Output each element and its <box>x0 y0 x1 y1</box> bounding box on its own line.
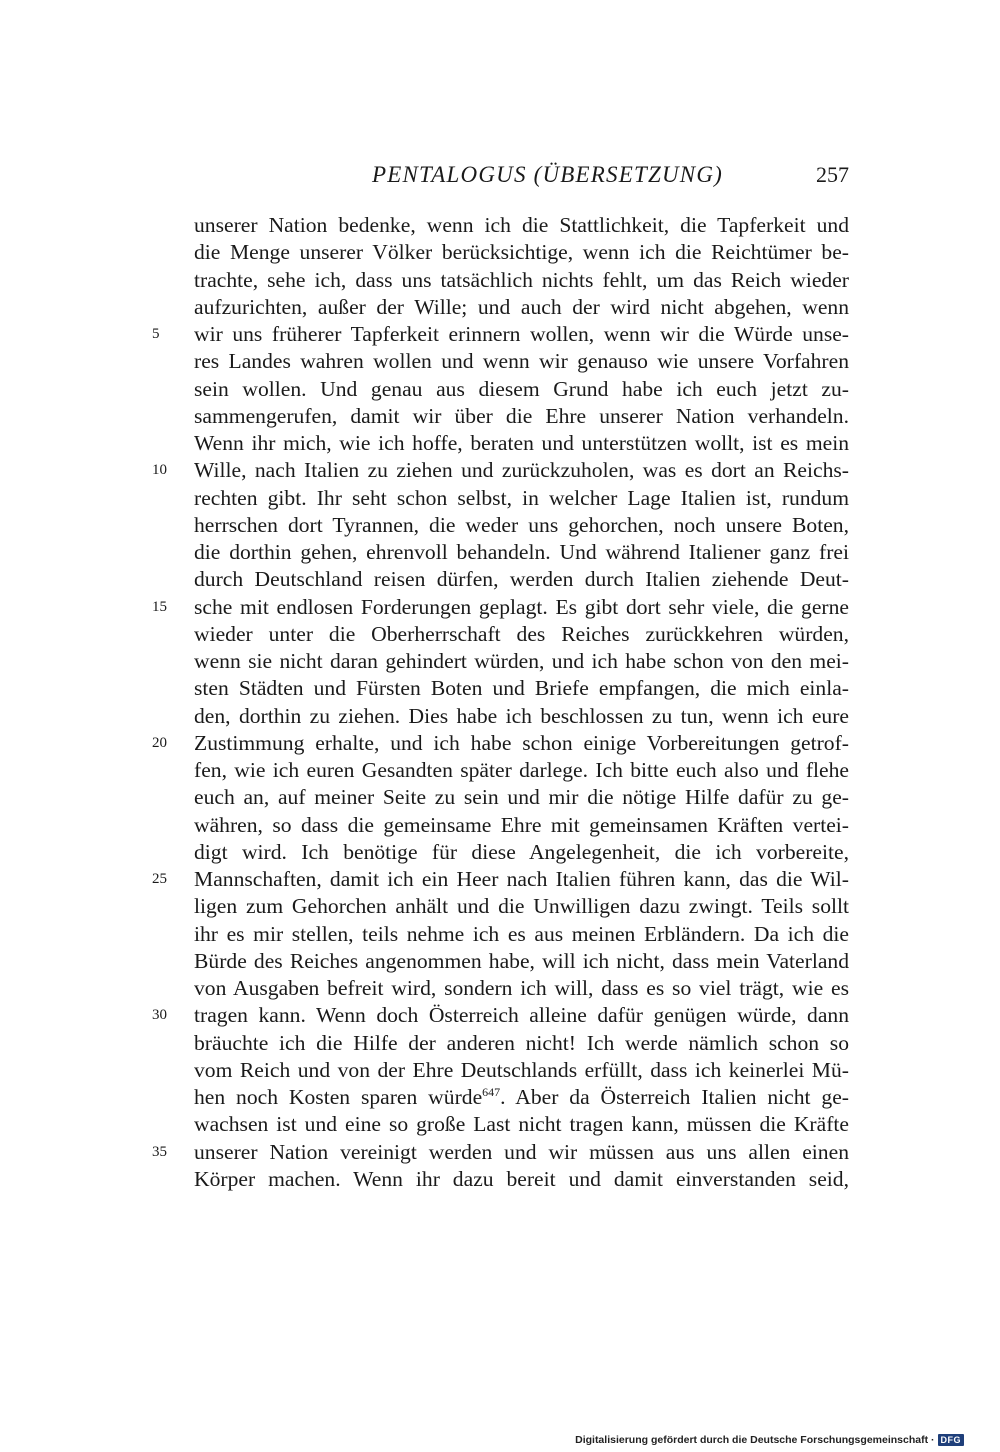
text-line <box>194 839 849 866</box>
text-line <box>194 948 849 975</box>
line-number: 30 <box>152 1007 167 1024</box>
text-line <box>194 566 849 593</box>
line-text: wenn sie nicht daran gehindert würden, und ich habe schon von den mei- <box>194 649 849 673</box>
page-number: 257 <box>816 162 849 187</box>
text-line <box>194 539 849 566</box>
line-text: den, dorthin zu ziehen. Dies habe ich beschlossen zu tun, wenn ich eure <box>194 703 849 728</box>
text-line <box>194 621 849 648</box>
line-text: sammengerufen, damit wir über die Ehre unserer Nation verhandeln. <box>194 403 849 428</box>
text-line <box>194 1166 849 1193</box>
line-text: fen, wie ich euren Gesandten später darlege. Ich bitte euch also und flehe <box>194 758 849 782</box>
line-number: 35 <box>152 1143 167 1160</box>
text-line <box>194 430 849 457</box>
text-line <box>194 675 849 702</box>
text-line <box>152 1002 849 1029</box>
text-line <box>194 648 849 675</box>
text-line <box>152 730 849 757</box>
line-number: 5 <box>152 326 160 342</box>
footnote-marker: 647 <box>482 1085 501 1099</box>
line-text: trachte, sehe ich, dass uns tatsächlich nichts fehlt, um das Reich wieder <box>194 267 849 292</box>
text-line <box>194 294 849 321</box>
text-line <box>152 594 849 621</box>
line-text: von Ausgaben befreit wird, sondern ich will, dass es so viel trägt, wie es <box>194 976 849 1000</box>
line-text: vom Reich und von der Ehre Deutschlands erfüllt, dass ich keinerlei Mü- <box>194 1057 849 1082</box>
text-line <box>152 321 849 348</box>
running-title: PENTALOGUS (ÜBERSETZUNG) <box>371 162 723 187</box>
line-text-after: . Aber da Österreich Italien nicht ge- <box>500 1085 849 1109</box>
line-text: ihr es mir stellen, teils nehme ich es aus meinen Erbländern. Da ich die <box>194 921 849 946</box>
running-head <box>194 162 849 194</box>
line-number: 20 <box>152 734 167 751</box>
line-text: die dorthin gehen, ehrenvoll behandeln. Und während Italiener ganz frei <box>194 540 849 564</box>
text-line <box>194 403 849 430</box>
line-text: hen noch Kosten sparen würde <box>194 1085 483 1109</box>
text-line <box>152 866 849 893</box>
line-text: währen, so dass die gemeinsame Ehre mit gemeinsamen Kräften vertei- <box>194 812 849 837</box>
text-line <box>152 457 849 484</box>
body-text <box>152 212 849 1193</box>
line-text: Mannschaften, damit ich ein Heer nach Italien führen kann, das die Wil- <box>194 867 849 891</box>
line-text: aufzurichten, außer der Wille; und auch der wird nicht abgehen, wenn <box>194 294 849 319</box>
text-line <box>194 703 849 730</box>
text-line <box>194 239 849 266</box>
line-text: unserer Nation bedenke, wenn ich die Stattlichkeit, die Tapferkeit und <box>194 213 849 237</box>
line-number: 10 <box>152 462 167 479</box>
line-text: wieder unter die Oberherrschaft des Reiches zurückkehren würden, <box>194 621 849 646</box>
line-text: sein wollen. Und genau aus diesem Grund habe ich euch jetzt zu- <box>194 376 849 401</box>
line-text: rechten gibt. Ihr seht schon selbst, in welcher Lage Italien ist, rundum <box>194 485 849 510</box>
text-line <box>194 485 849 512</box>
text-line <box>152 1139 849 1166</box>
credit-text: Digitalisierung gefördert durch die Deutsche Forschungsgemeinschaft · <box>575 1434 935 1446</box>
text-line <box>194 1057 849 1084</box>
line-text: herrschen dort Tyrannen, die weder uns gehorchen, noch unsere Boten, <box>194 512 849 537</box>
line-text: sten Städten und Fürsten Boten und Briefe empfangen, die mich einla- <box>194 676 849 701</box>
text-line <box>194 757 849 784</box>
line-text: Wille, nach Italien zu ziehen und zurückzuholen, was es dort an Reichs- <box>194 458 849 483</box>
line-text: digt wird. Ich benötige für diese Angelegenheit, die ich vorbereite, <box>194 839 849 864</box>
line-number: 25 <box>152 871 167 887</box>
line-text: wir uns früherer Tapferkeit erinnern wollen, wenn wir die Würde unse- <box>194 322 849 346</box>
text-line <box>194 975 849 1002</box>
digitization-credit <box>575 1433 964 1447</box>
text-line <box>194 512 849 539</box>
line-text: euch an, auf meiner Seite zu sein und mir die nötige Hilfe dafür zu ge- <box>194 785 849 810</box>
line-text: die Menge unserer Völker berücksichtige, wenn ich die Reichtümer be- <box>194 240 849 265</box>
line-text: bräuchte ich die Hilfe der anderen nicht! Ich werde nämlich schon so <box>194 1030 849 1055</box>
text-line <box>194 893 849 920</box>
line-text: durch Deutschland reisen dürfen, werden durch Italien ziehende Deut- <box>194 567 849 592</box>
text-line <box>194 1084 849 1111</box>
line-text: sche mit endlosen Forderungen geplagt. Es gibt dort sehr viele, die gerne <box>194 594 849 619</box>
line-text: wachsen ist und eine so große Last nicht tragen kann, müssen die Kräfte <box>194 1112 849 1137</box>
line-text: Zustimmung erhalte, und ich habe schon einige Vorbereitungen getrof- <box>194 730 849 755</box>
line-text: Wenn ihr mich, wie ich hoffe, beraten und unterstützen wollt, ist es mein <box>194 431 849 455</box>
text-line <box>194 376 849 403</box>
dfg-logo-icon: DFG <box>938 1434 965 1446</box>
text-line <box>194 1111 849 1138</box>
line-text: tragen kann. Wenn doch Österreich alleine dafür genügen würde, dann <box>194 1003 849 1028</box>
line-text: unserer Nation vereinigt werden und wir müssen aus uns allen einen <box>194 1139 849 1164</box>
line-text: Körper machen. Wenn ihr dazu bereit und damit einverstanden seid, <box>194 1166 849 1191</box>
text-line <box>194 212 849 239</box>
line-text: res Landes wahren wollen und wenn wir genauso wie unsere Vorfahren <box>194 349 849 374</box>
text-line <box>194 348 849 375</box>
text-line <box>194 921 849 948</box>
line-text: Bürde des Reiches angenommen habe, will ich nicht, dass mein Vaterland <box>194 948 849 973</box>
text-line <box>194 267 849 294</box>
text-line <box>194 812 849 839</box>
line-number: 15 <box>152 598 167 615</box>
text-line <box>194 1030 849 1057</box>
text-line <box>194 784 849 811</box>
line-text: ligen zum Gehorchen anhält und die Unwilligen dazu zwingt. Teils sollt <box>194 894 849 919</box>
